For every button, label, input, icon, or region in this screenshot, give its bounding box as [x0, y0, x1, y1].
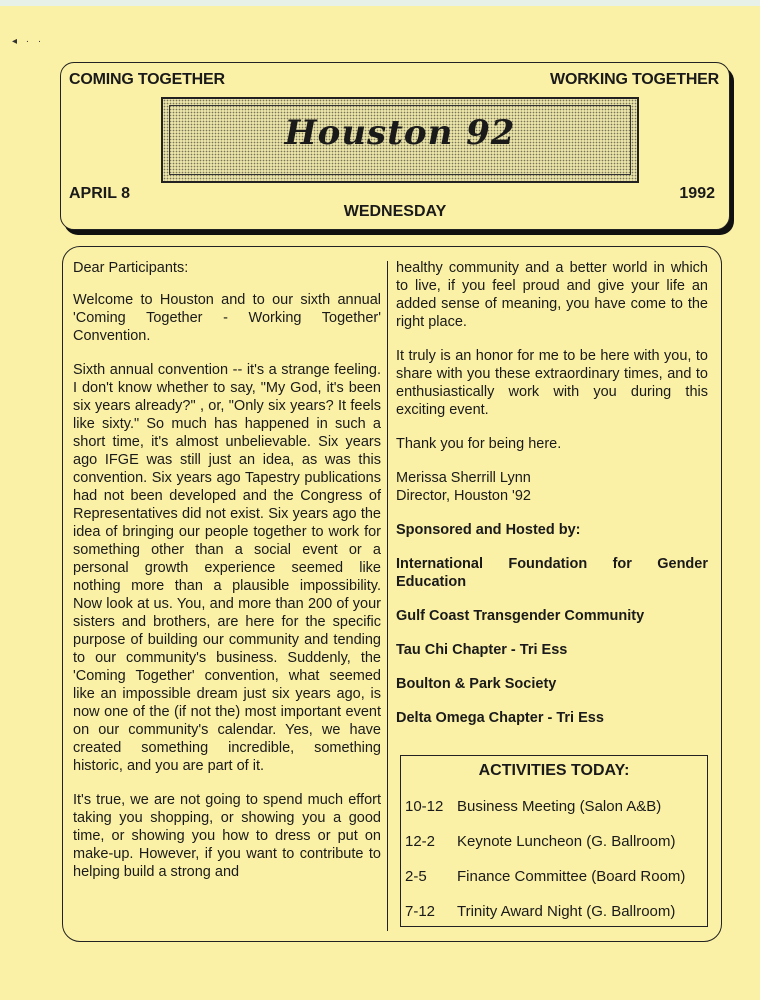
- issue-year: 1992: [679, 185, 715, 202]
- activity-time: 7-12: [405, 903, 436, 920]
- right-column: [396, 259, 708, 743]
- punch-marks: ◂ · ·: [12, 36, 45, 47]
- letter-paragraph: healthy community and a better world in which to live, if you feel proud and give your life an added sense of meaning, you have come to the right place.: [396, 260, 708, 330]
- left-column: [73, 259, 381, 897]
- letter-paragraph: It truly is an honor for me to be here with you, to share with you these extraordinary times, and to enthusiastically work with you during this exciting event.: [396, 348, 708, 418]
- page-top-edge: [0, 0, 760, 6]
- activity-time: 10-12: [405, 798, 444, 815]
- newsletter-title: Houston 92: [284, 113, 516, 153]
- sponsors-heading: Sponsored and Hosted by:: [396, 522, 581, 538]
- greeting: Dear Participants:: [73, 260, 189, 276]
- activities-title: ACTIVITIES TODAY:: [478, 762, 630, 779]
- signature-block: [396, 469, 708, 505]
- signature-name: Merissa Sherrill Lynn: [396, 470, 531, 486]
- masthead: [60, 62, 730, 230]
- activity-time: 2-5: [405, 868, 427, 885]
- letter-paragraph: Thank you for being here.: [396, 436, 562, 452]
- activity-event: Keynote Luncheon (G. Ballroom): [457, 833, 676, 850]
- sponsor-item: International Foundation for Gender Education: [396, 556, 708, 590]
- letter-paragraph: Sixth annual convention -- it's a strange feeling. I don't know whether to say, "My God, it's been six years already?" , or, "Only six years? It feels like sixty." So much has happened in such a short time, it's almost unbelievable. Six years ago IFGE was still just an idea, as was this convention. Six years ago Tapestry publications had not been developed and the Congress of Representatives did not exist. Six years ago the idea of bringing our people together to work for something other than a social event or a personal growth experience seemed like nothing more than a plausible impossibility. Now look at us. You, and more than 200 of your sisters and brothers, are here for the specific purpose of building our community and tending to our community's business. Suddenly, the 'Coming Together' convention, what seemed like an impossible dream just six years ago, is now one of the (if not the) most important event on our community's calendar. Yes, we have created something incredible, something historic, and you are part of it.: [73, 362, 381, 774]
- letter-paragraph: It's true, we are not going to spend much effort taking you shopping, or showing you a good time, or showing you how to dress or put on make-up. However, if you want to contribute to helping build a strong and: [73, 792, 381, 880]
- activity-event: Finance Committee (Board Room): [457, 868, 686, 885]
- issue-weekday: WEDNESDAY: [343, 203, 447, 220]
- sponsor-item: Boulton & Park Society: [396, 676, 557, 692]
- issue-date: APRIL 8: [69, 185, 131, 202]
- activity-event: Trinity Award Night (G. Ballroom): [457, 903, 676, 920]
- activity-event: Business Meeting (Salon A&B): [457, 798, 662, 815]
- sponsor-item: Delta Omega Chapter - Tri Ess: [396, 710, 604, 726]
- activities-box: [400, 755, 708, 927]
- sponsor-item: Gulf Coast Transgender Community: [396, 608, 645, 624]
- activity-time: 12-2: [405, 833, 436, 850]
- signature-title: Director, Houston '92: [396, 488, 531, 504]
- column-divider: [387, 261, 388, 931]
- right-tagline: WORKING TOGETHER: [550, 71, 719, 88]
- sponsor-item: Tau Chi Chapter - Tri Ess: [396, 642, 568, 658]
- left-tagline: COMING TOGETHER: [69, 71, 225, 88]
- letter-box: [62, 246, 722, 942]
- letter-paragraph: Welcome to Houston and to our sixth annual 'Coming Together - Working Together' Convention.: [73, 292, 381, 344]
- title-banner: [161, 97, 639, 183]
